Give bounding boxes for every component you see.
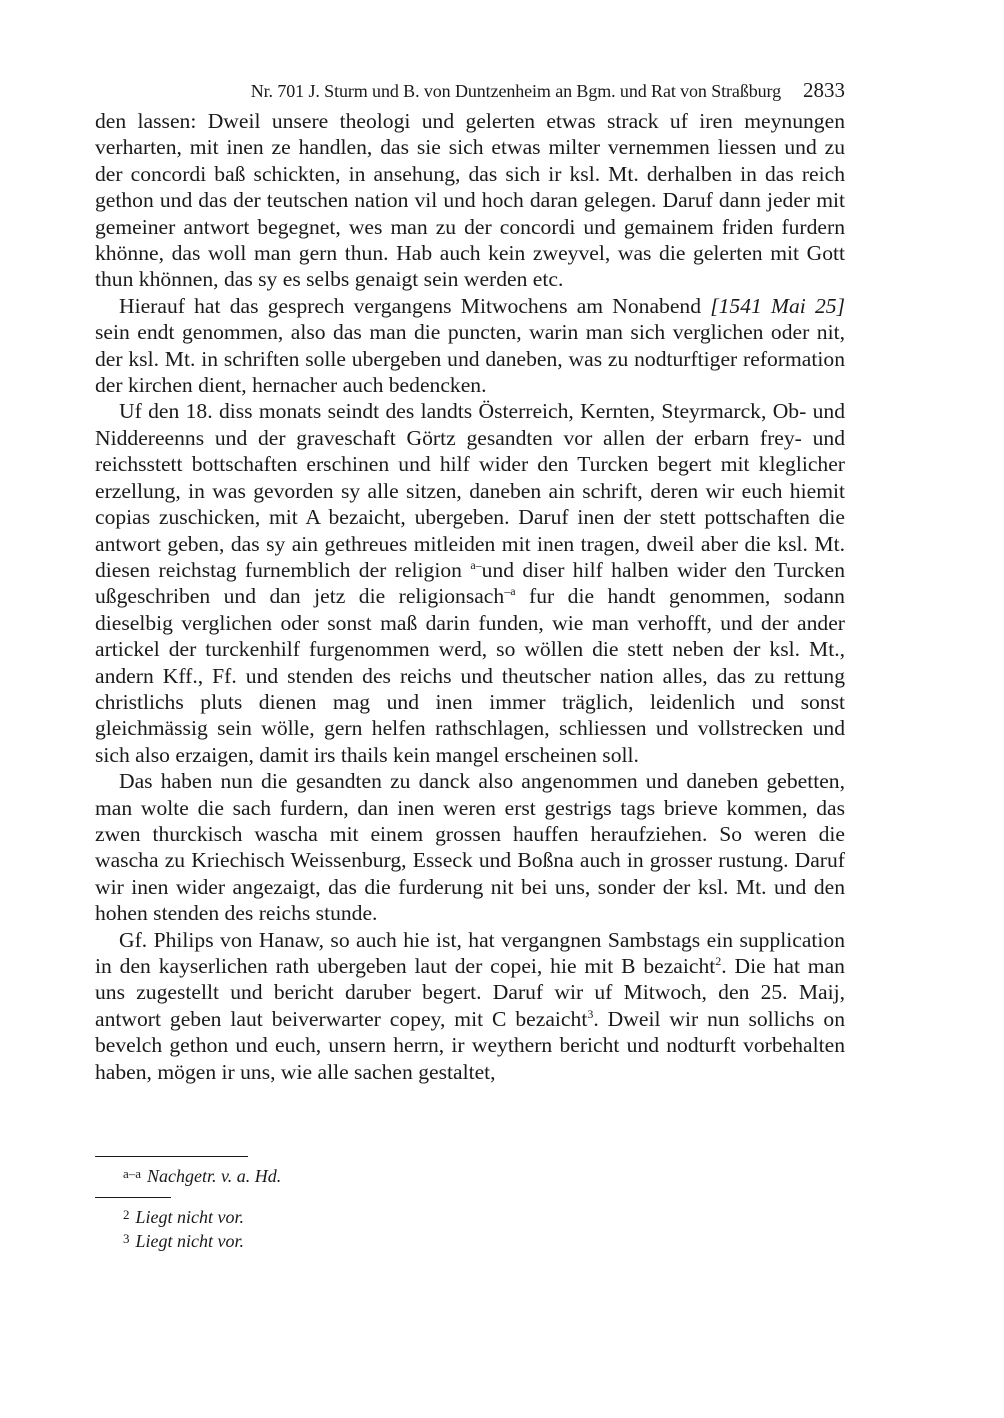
text-note-mark-close: –a bbox=[504, 584, 516, 599]
paragraph-2-text-a: Hierauf hat das gesprech vergangens Mitwochens am Nonabend bbox=[119, 293, 702, 318]
text-note-mark-open: a– bbox=[470, 557, 482, 572]
notes-area bbox=[95, 1156, 845, 1252]
footnotes bbox=[95, 1204, 845, 1252]
footnotes-rule bbox=[95, 1197, 171, 1198]
paragraph-5-text-b: . Die hat man uns zugestellt und bericht daruber begert. Daruf wir uf Mitwoch, den 25. Maij, antwort geben laut beiverwarter copey, mit C bezaicht bbox=[95, 954, 845, 1031]
paragraph-2-text-b: sein endt genommen, also das man die puncten, warin man sich verglichen oder nit, der ksl. Mt. in schriften solle ubergeben und daneben, was zu nodturftiger reformation der kirchen dient, hernacher auch bedencken. bbox=[95, 320, 845, 398]
footnote-mark: 3 bbox=[123, 1231, 130, 1246]
text-note-mark: a–a bbox=[123, 1166, 142, 1181]
text-notes-rule bbox=[95, 1156, 248, 1157]
paragraph-5 bbox=[95, 927, 845, 1085]
paragraph-2 bbox=[95, 293, 845, 399]
running-head-title: Nr. 701 J. Sturm und B. von Duntzenheim an Bgm. und Rat von Straßburg bbox=[250, 81, 781, 101]
paragraph-1: den lassen: Dweil unsere theologi und gelerten etwas strack uf iren meynungen verharten, mit inen ze handlen, das sie sich etwas milter vernemmen liessen und zu der concordi baß schickten, in ansehung, das sich ir ksl. Mt. derhalben in das reich gethon und das der teutschen nation vil und hoch daran gelegen. Daruf dann jeder mit gemeiner antwort begegnet, wes man zu der concordi und gemainem friden furdern khönne, das woll man gern thun. Hab auch kein zweyvel, was die gelerten mit Gott thun khönnen, das sy es selbs genaigt sein werden etc. bbox=[95, 109, 845, 292]
page-number: 2833 bbox=[803, 78, 845, 102]
running-head bbox=[95, 78, 845, 108]
text-notes bbox=[95, 1163, 845, 1187]
paragraph-3 bbox=[95, 398, 845, 768]
paragraph-3-text-c: fur die handt genommen, sodann dieselbig verglichen oder sonst maß darin funden, wie man verhofft, und der ander artickel der turckenhilf furgenommen werd, so wöllen die stett neben der ksl. Mt., andern Kff., Ff. und stenden des reichs und theutscher nation alles, das zu rettung christlichs pluts dienen mag und inen immer träglich, leidenlich und sonst gleichmässig sein wölle, gern helfen rathschlagen, schliessen und vollstrecken und sich also erzaigen, damit irs thails kein mangel erscheinen soll. bbox=[95, 584, 845, 767]
paragraph-3-text-b: und diser hilf halben wider den Turcken ußgeschriben und dan jetz die religionsach bbox=[95, 557, 846, 609]
footnote-text: Liegt nicht vor. bbox=[135, 1207, 244, 1227]
date-insertion: [1541 Mai 25] bbox=[710, 293, 845, 318]
page-content bbox=[95, 78, 845, 1085]
footnote-mark: 2 bbox=[123, 1207, 130, 1222]
text-note-text: Nachgetr. v. a. Hd. bbox=[147, 1166, 282, 1186]
footnote-ref-3: 3 bbox=[587, 1006, 594, 1021]
text-note bbox=[95, 1163, 845, 1187]
paragraph-3-text-a: Uf den 18. diss monats seindt des landts Österreich, Kernten, Steyrmarck, Ob- und Niddereenns und der graveschaft Görtz gesandten vor allen der erbarn frey- und reichsstett bottschaften erschinen und hilf wider den Turcken begert mit kleglicher erzellung, in was gevorden sy alle sitzen, daneben ain schrift, deren wir euch hiemit copias zuschicken, mit A bezaicht, ubergeben. Daruf inen der stett pottschaften die antwort geben, das sy ain gethreues mitleiden mit inen tragen, dweil aber die ksl. Mt. diesen reichstag furnemblich der religion bbox=[95, 399, 845, 582]
main-text bbox=[95, 108, 845, 1085]
footnote-text: Liegt nicht vor. bbox=[135, 1231, 244, 1251]
footnote-ref-2: 2 bbox=[715, 954, 722, 968]
footnote bbox=[95, 1228, 845, 1252]
paragraph-5-text-c: . Dweil wir nun sollichs on bevelch gethon und euch, unsern herrn, ir weythern bericht und nodturft vorbehalten haben, mögen ir uns, wie alle sachen gestaltet, bbox=[95, 1006, 845, 1084]
paragraph-5-text-a: Gf. Philips von Hanaw, so auch hie ist, hat vergangnen Sambstags ein supplication in den kayserlichen rath ubergeben laut der copei, hie mit B bezaicht bbox=[95, 927, 845, 978]
footnote bbox=[95, 1204, 845, 1228]
paragraph-4: Das haben nun die gesandten zu danck also angenommen und daneben gebetten, man wolte die sach furdern, dan inen weren erst gestrigs tags brieve kommen, das zwen thurckisch wascha mit einem grossen hauffen heraufziehen. So weren die wascha zu Kriechisch Weissenburg, Esseck und Boßna auch in grosser rustung. Daruf wir inen wider angezaigt, das die furderung nit bei uns, sonder der ksl. Mt. und den hohen stenden des reichs stunde. bbox=[95, 769, 845, 926]
